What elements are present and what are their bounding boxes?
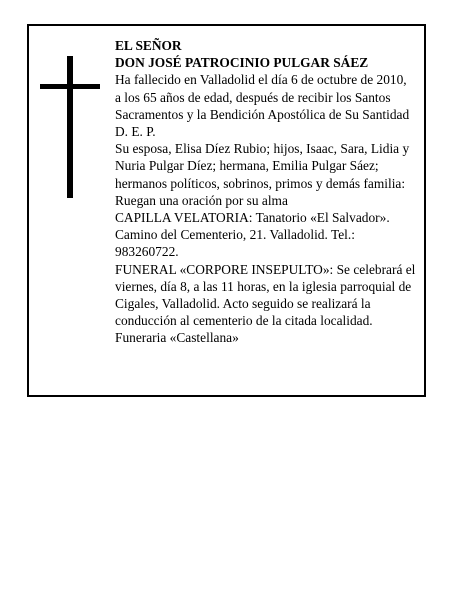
notice-line: a los 65 años de edad, después de recibir los Santos — [115, 89, 391, 105]
notice-heading-title: EL SEÑOR — [115, 38, 182, 53]
notice-line: Funeraria «Castellana» — [115, 330, 239, 346]
notice-line: CAPILLA VELATORIA: Tanatorio «El Salvador». — [115, 210, 390, 226]
notice-heading-name: DON JOSÉ PATROCINIO PULGAR SÁEZ — [115, 55, 369, 71]
cross-horizontal-bar — [40, 84, 100, 89]
notice-line: Sacramentos y la Bendición Apostólica de Su Santidad — [115, 106, 410, 122]
notice-line: FUNERAL «CORPORE INSEPULTO»: Se celebrará el — [115, 261, 416, 277]
notice-line: viernes, día 8, a las 11 horas, en la iglesia parroquial de — [115, 278, 412, 294]
obituary-notice — [27, 24, 426, 397]
notice-line: hermanos políticos, sobrinos, primos y demás familia: — [115, 175, 406, 191]
notice-line: Su esposa, Elisa Díez Rubio; hijos, Isaac, Sara, Lidia y — [115, 141, 410, 157]
notice-line: Nuria Pulgar Díez; hermana, Emilia Pulgar Sáez; — [115, 158, 379, 174]
notice-line: conducción al cementerio de la citada localidad. — [115, 313, 373, 329]
notice-line: 983260722. — [115, 244, 179, 260]
notice-text — [115, 37, 425, 347]
notice-line: Camino del Cementerio, 21. Valladolid. Tel.: — [115, 227, 355, 243]
notice-line: Cigales, Valladolid. Acto seguido se realizará la — [115, 296, 371, 312]
notice-line: Ha fallecido en Valladolid el día 6 de octubre de 2010, — [115, 72, 407, 88]
cross-vertical-bar — [67, 56, 73, 198]
notice-line: Ruegan una oración por su alma — [115, 192, 288, 208]
notice-line: D. E. P. — [115, 124, 156, 140]
